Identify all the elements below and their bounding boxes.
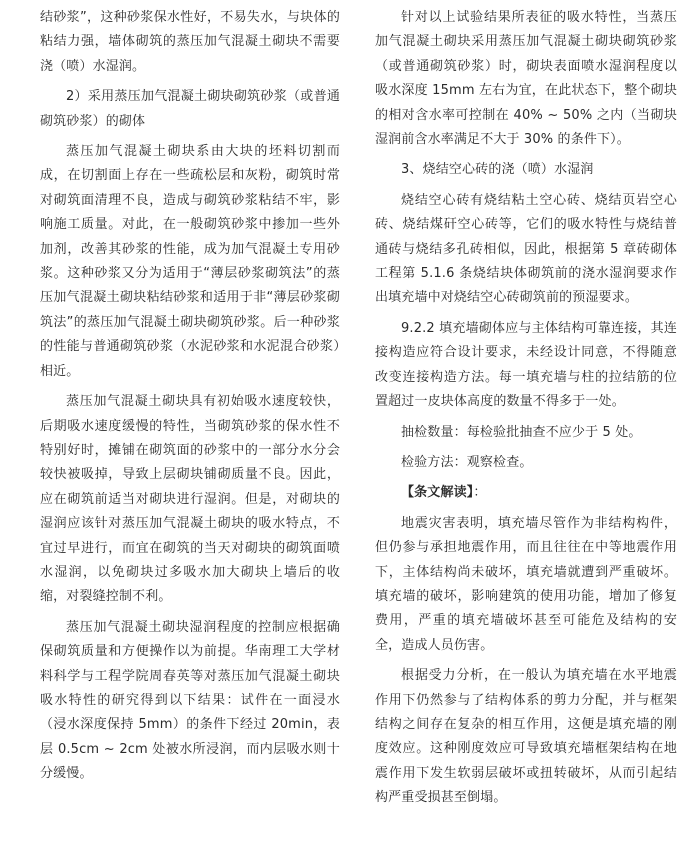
paragraph: 蒸压加气混凝土砌块系由大块的坯料切割而成，在切割面上存在一些疏松层和灰粉，砌筑时常对砌筑面清理不良，造成与砌筑砂浆粘结不牢，影响施工质量。对此，在一般砌筑砂浆中掺加一些外加剂，改善其砂浆的性能，成为加气混凝土专用砂浆。这种砂浆又分为适用于“薄层砂浆砌筑法”的蒸压加气混凝土砌块粘结砂浆和适用于非“薄层砂浆砌筑法”的蒸压加气混凝土砌块砌筑砂浆。后一种砂浆的性能与普通砌筑砂浆（水泥砂浆和水泥混合砂浆）相近。 [40,144,340,379]
clause-paragraph: 9.2.2 填充墙砌体应与主体结构可靠连接，其连接构造应符合设计要求，未经设计同意，不得随意改变连接构造方法。每一填充墙与柱的拉结筋的位置超过一皮块体高度的数量不得多于一处。 [375,320,677,410]
paragraph: 烧结空心砖有烧结粘土空心砖、烧结页岩空心砖、烧结煤矸空心砖等，它们的吸水特性与烧结普通砖与烧结多孔砖相似，因此，根据第 5 章砖砌体工程第 5.1.6 条烧结块体砌筑前的浇水湿润要求作出填充墙中对烧结空心砖砌筑前的预湿要求。 [375,192,677,306]
clause-interpretation-label: 【条文解读】 [401,485,474,501]
paragraph: 蒸压加气混凝土砌块具有初始吸水速度较快，后期吸水速度缓慢的特性，当砌筑砂浆的保水性不特别好时，摊铺在砌筑面的砂浆中的一部分水分会较快被吸掉，导致上层砌块铺砌质量不良。因此，应在砌筑前适当对砌块进行湿润。但是，对砌块的湿润应该针对蒸压加气混凝土砌块的吸水特点，不宜过早进行，而宜在砌筑的当天对砌块的砌筑面喷水湿润，以免砌块过多吸水加大砌块上墙后的收缩，对裂缝控制不利。 [40,394,340,605]
heading-colon: ： [473,485,487,501]
paragraph: 地震灾害表明，填充墙尽管作为非结构构件，但仍参与承担地震作用，而且往往在中等地震作用下，主体结构尚未破坏，填充墙就遭到严重破坏。填充墙的破坏，影响建筑的使用功能，增加了修复费用，严重的填充墙破坏甚至可能危及结构的安全，造成人员伤害。 [375,515,677,653]
section-heading: 3、烧结空心砖的浇（喷）水湿润 [401,162,594,178]
left-column [40,6,340,793]
paragraph: 根据受力分析，在一般认为填充墙在水平地震作用下仍然参与了结构体系的剪力分配，并与框架结构之间存在复杂的相互作用，这便是填充墙的刚度效应。这种刚度效应可导致填充墙框架结构在地震作用下发生软弱层破坏或扭转破坏，从而引起结构严重受损甚至倒塌。 [375,668,677,806]
right-column [375,6,677,817]
inspection-quantity: 抽检数量：每检验批抽查不应少于 5 处。 [401,424,642,440]
inspection-method: 检验方法：观察检查。 [401,454,533,470]
clause-interpretation-heading [375,481,677,505]
paragraph: 结砂浆”，这种砂浆保水性好，不易失水，与块体的粘结力强，墙体砌筑的蒸压加气混凝土砌块不需要浇（喷）水湿润。 [40,10,340,74]
paragraph: 蒸压加气混凝土砌块湿润程度的控制应根据确保砌筑质量和方便操作以为前提。华南理工大学材料科学与工程学院周春英等对蒸压加气混凝土砌块吸水特性的研究得到以下结果：试件在一面浸水（浸水深度保持 5mm）的条件下经过 20min，表层 0.5cm ~ 2cm 处被水所浸润，而内层吸水则十分缓慢。 [40,619,340,782]
section-heading: 2）采用蒸压加气混凝土砌块砌筑砂浆（或普通砌筑砂浆）的砌体 [40,89,340,129]
paragraph: 针对以上试验结果所表征的吸水特性，当蒸压加气混凝土砌块采用蒸压加气混凝土砌块砌筑砂浆（或普通砌筑砂浆）时，砌块表面喷水湿润程度以吸水深度 15mm 左右为宜，在此状态下，整个砌块的相对含水率可控制在 40% ~ 50% 之内（当砌块湿润前含水率满足不大于 30% 的条件下）。 [375,10,677,148]
